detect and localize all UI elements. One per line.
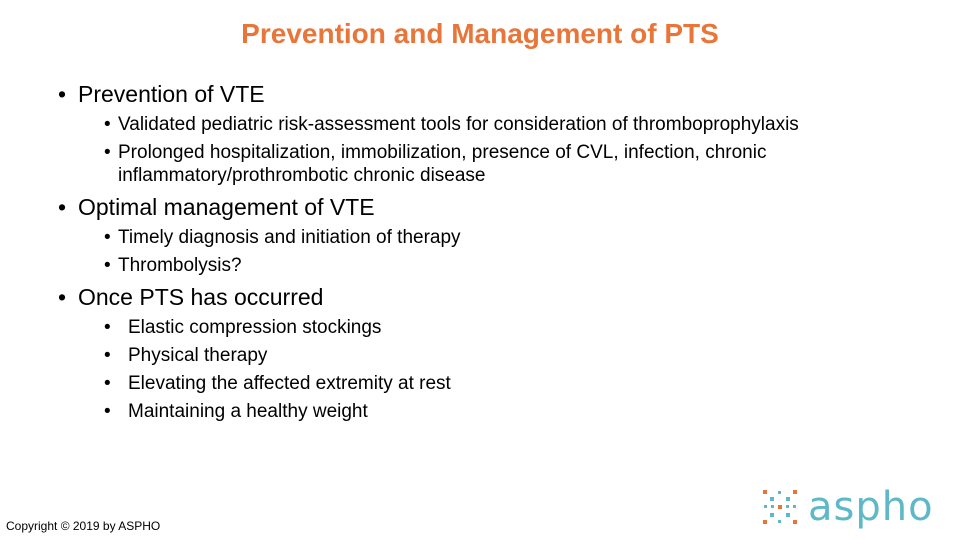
- aspho-logo-text: aspho: [808, 484, 934, 530]
- bullet: •: [104, 373, 111, 394]
- list-item: [104, 141, 938, 187]
- bullet: •: [104, 401, 111, 422]
- sublist: [104, 113, 938, 187]
- bullet: •: [104, 114, 111, 135]
- list-item: [104, 226, 938, 249]
- section-heading-text: Once PTS has occurred: [78, 284, 324, 310]
- aspho-logo: [760, 484, 934, 530]
- section-prevention: [58, 80, 938, 187]
- list-item-text: Validated pediatric risk-assessment tools for consideration of thromboprophylaxis: [118, 114, 799, 135]
- bullet: •: [58, 81, 67, 107]
- list-item: [104, 316, 938, 339]
- bullet: •: [104, 142, 111, 163]
- section-management: [58, 193, 938, 277]
- bullet: •: [104, 255, 111, 276]
- section-heading: [58, 80, 938, 108]
- section-heading: [58, 193, 938, 221]
- list-item: [104, 344, 938, 367]
- list-item: [104, 400, 938, 423]
- list-item-text: Prolonged hospitalization, immobilization, presence of CVL, infection, chronic inflammatory/prothrombotic chronic disease: [118, 142, 767, 186]
- bullet: •: [104, 345, 111, 366]
- list-item: [104, 372, 938, 395]
- slide-title: Prevention and Management of PTS: [241, 18, 719, 49]
- bullet: •: [104, 227, 111, 248]
- bullet: •: [58, 284, 67, 310]
- slide-content: [58, 80, 938, 429]
- sublist: [104, 226, 938, 277]
- section-heading-text: Optimal management of VTE: [78, 194, 375, 220]
- copyright-footer: Copyright © 2019 by ASPHO: [6, 519, 161, 533]
- list-item: [104, 113, 938, 136]
- list-item-text: Elevating the affected extremity at rest: [128, 373, 451, 394]
- sublist: [104, 316, 938, 423]
- list-item-text: Physical therapy: [128, 345, 268, 366]
- list-item-text: Maintaining a healthy weight: [128, 401, 368, 422]
- bullet: •: [104, 317, 111, 338]
- section-heading-text: Prevention of VTE: [78, 81, 265, 107]
- list-item: [104, 254, 938, 277]
- aspho-logo-mark-icon: [760, 487, 800, 527]
- list-item-text: Elastic compression stockings: [128, 317, 382, 338]
- section-heading: [58, 283, 938, 311]
- list-item-text: Timely diagnosis and initiation of therapy: [118, 227, 461, 248]
- list-item-text: Thrombolysis?: [118, 255, 242, 276]
- section-once-pts: [58, 283, 938, 423]
- bullet: •: [58, 194, 67, 220]
